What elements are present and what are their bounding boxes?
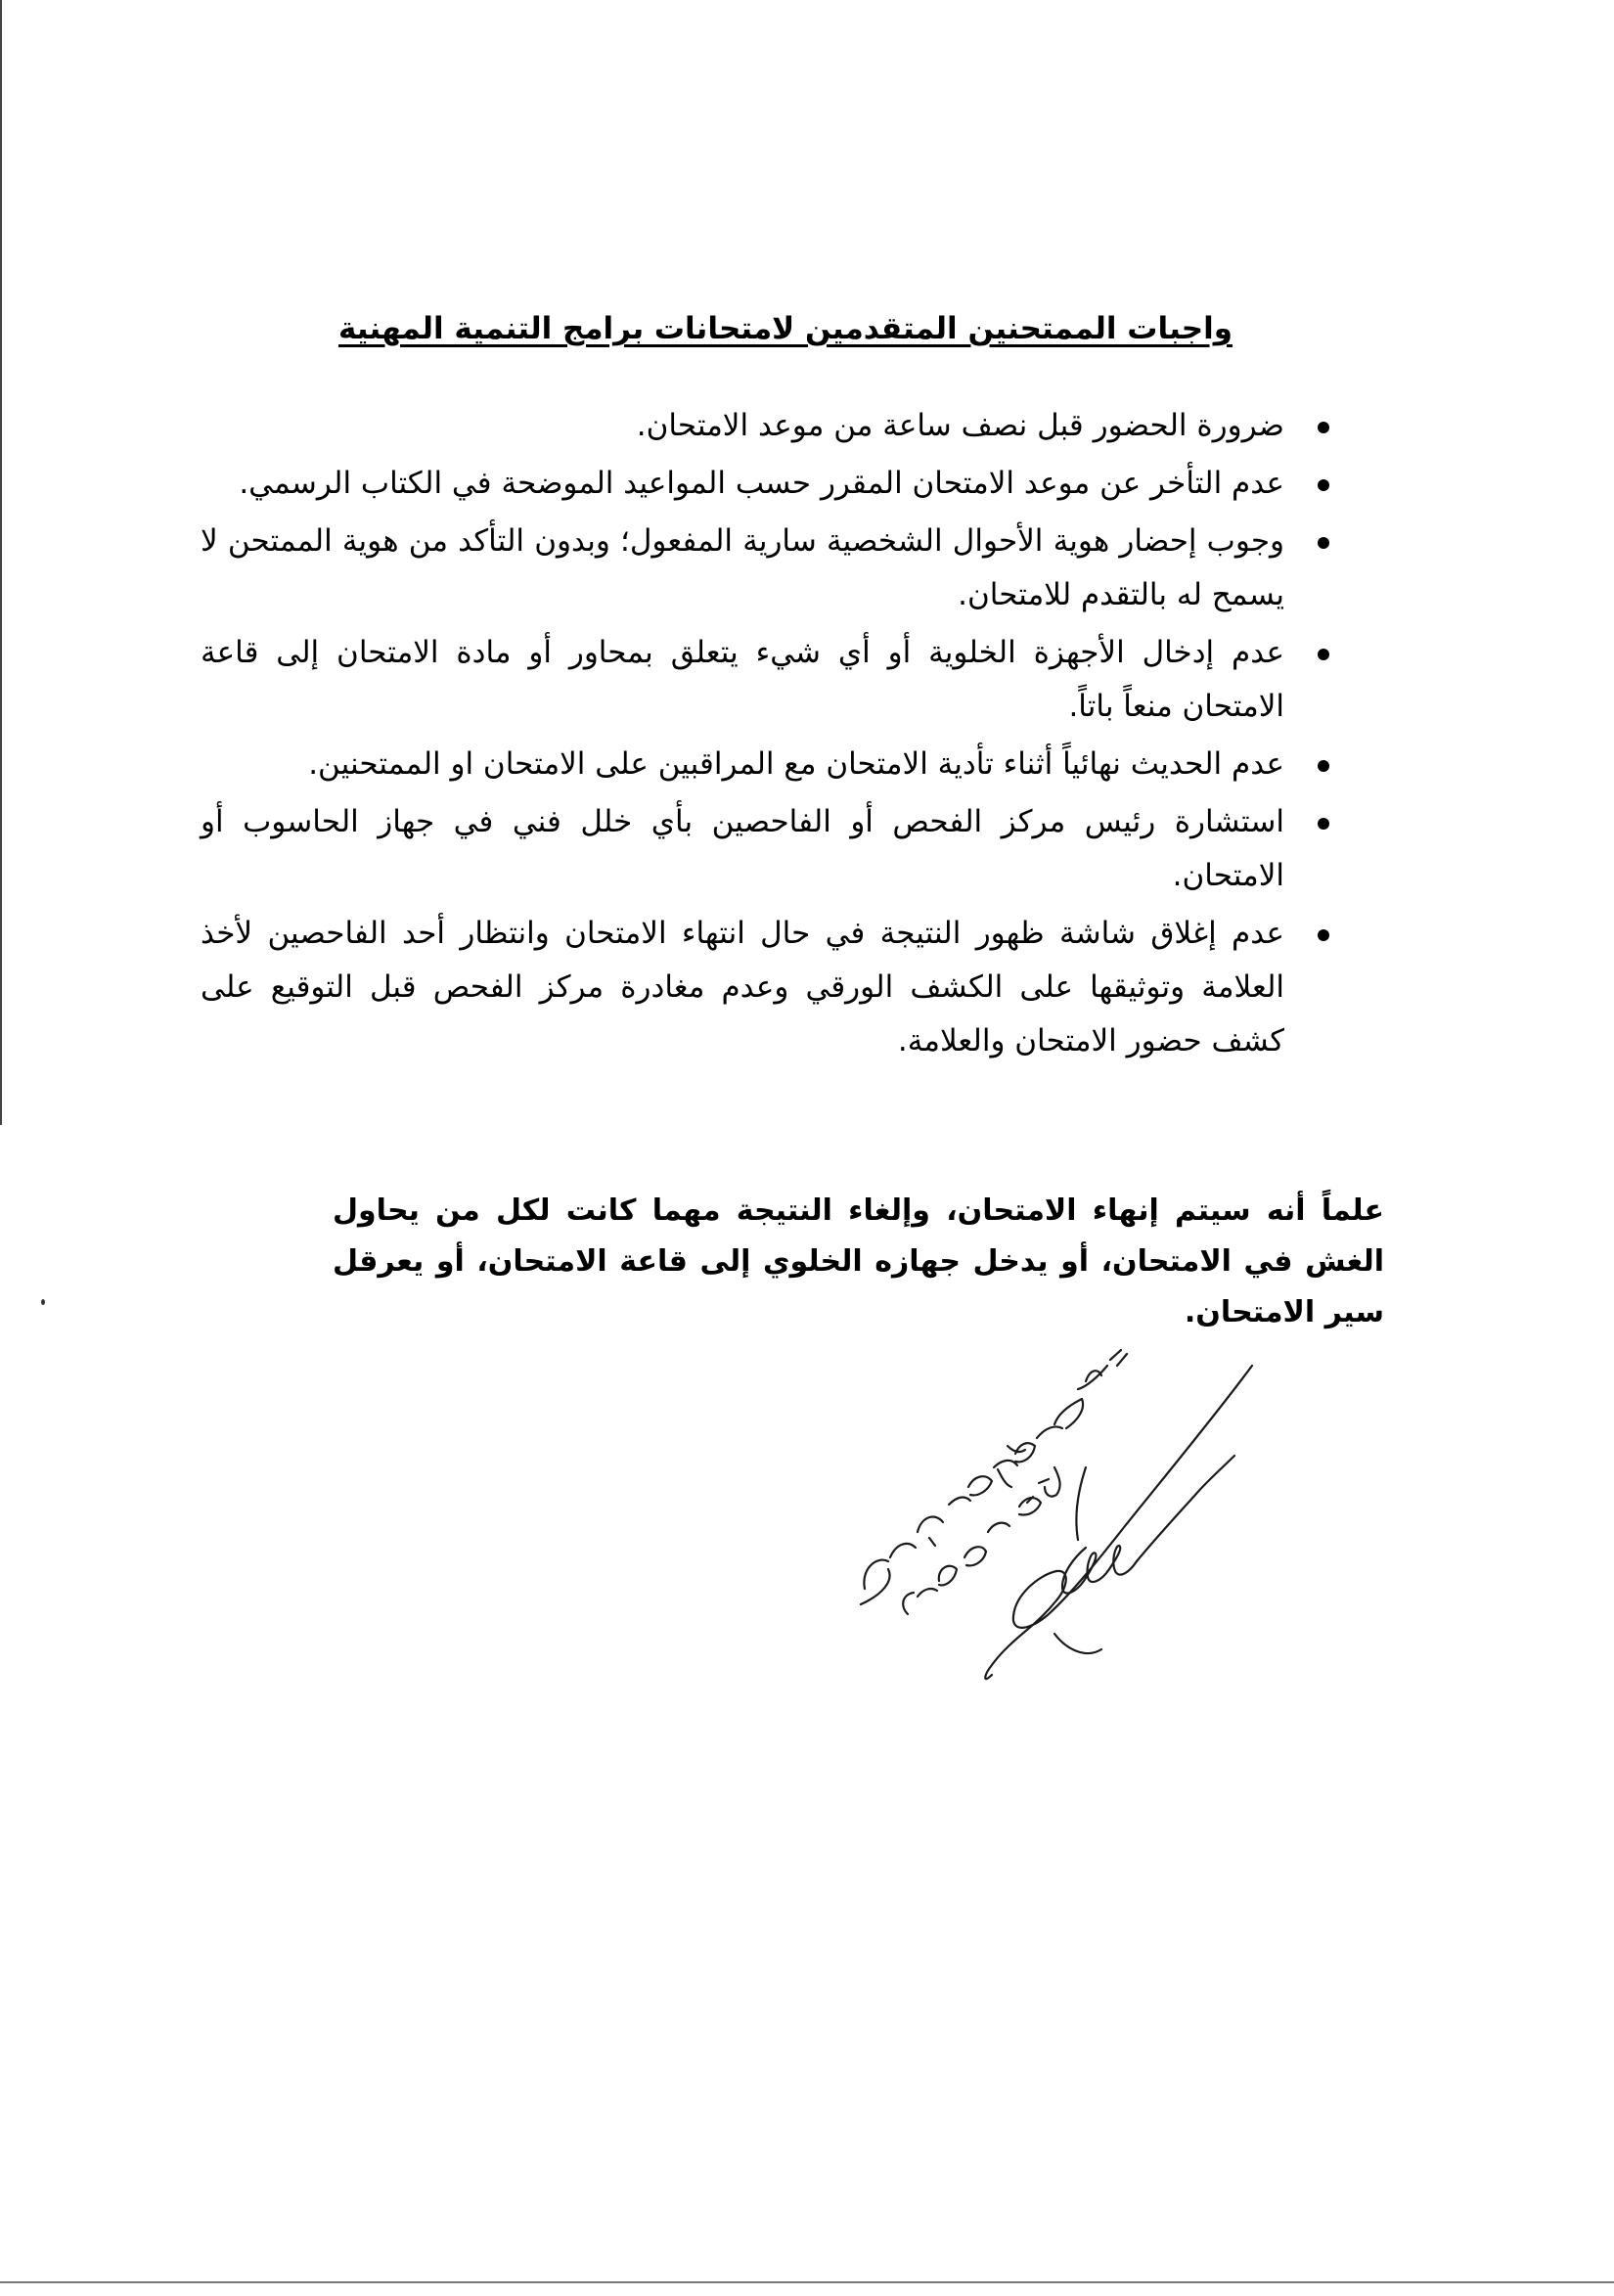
list-item: استشارة رئيس مركز الفحص أو الفاحصين بأي خلل فني في جهاز الحاسوب أو الامتحان. bbox=[201, 795, 1335, 903]
list-item: عدم التأخر عن موعد الامتحان المقرر حسب المواعيد الموضحة في الكتاب الرسمي. bbox=[201, 457, 1335, 511]
list-item: عدم إدخال الأجهزة الخلوية أو أي شيء يتعلق بمحاور أو مادة الامتحان إلى قاعة الامتحان منعاً باتاً. bbox=[201, 626, 1335, 734]
warning-note: علماً أنه سيتم إنهاء الامتحان، وإلغاء النتيجة مهما كانت لكل من يحاول الغش في الامتحان، أو يدخل جهازه الخلوي إلى قاعة الامتحان، أو يعرقل سير الامتحان. bbox=[333, 1193, 1384, 1329]
scan-speck bbox=[41, 1299, 45, 1305]
list-item: عدم الحديث نهائياً أثناء تأدية الامتحان مع المراقبين على الامتحان او الممتحنين. bbox=[201, 738, 1335, 791]
handwritten-signature bbox=[792, 1330, 1281, 1722]
list-item: عدم إغلاق شاشة ظهور النتيجة في حال انتهاء الامتحان وانتظار أحد الفاحصين لأخذ العلامة وتوثيقها على الكشف الورقي وعدم مغادرة مركز الفحص قبل التوقيع على كشف حضور الامتحان والعلامة. bbox=[201, 907, 1335, 1068]
scan-edge-line bbox=[0, 0, 2, 1125]
list-item: ضرورة الحضور قبل نصف ساعة من موعد الامتحان. bbox=[201, 399, 1335, 453]
scan-bottom-line bbox=[0, 2281, 1614, 2283]
page-title: واجبات الممتحنين المتقدمين لامتحانات برامج التنمية المهنية bbox=[337, 311, 1233, 346]
duties-list bbox=[201, 399, 1335, 1072]
list-item: وجوب إحضار هوية الأحوال الشخصية سارية المفعول؛ وبدون التأكد من هوية الممتحن لا يسمح له بالتقدم للامتحان. bbox=[201, 515, 1335, 622]
